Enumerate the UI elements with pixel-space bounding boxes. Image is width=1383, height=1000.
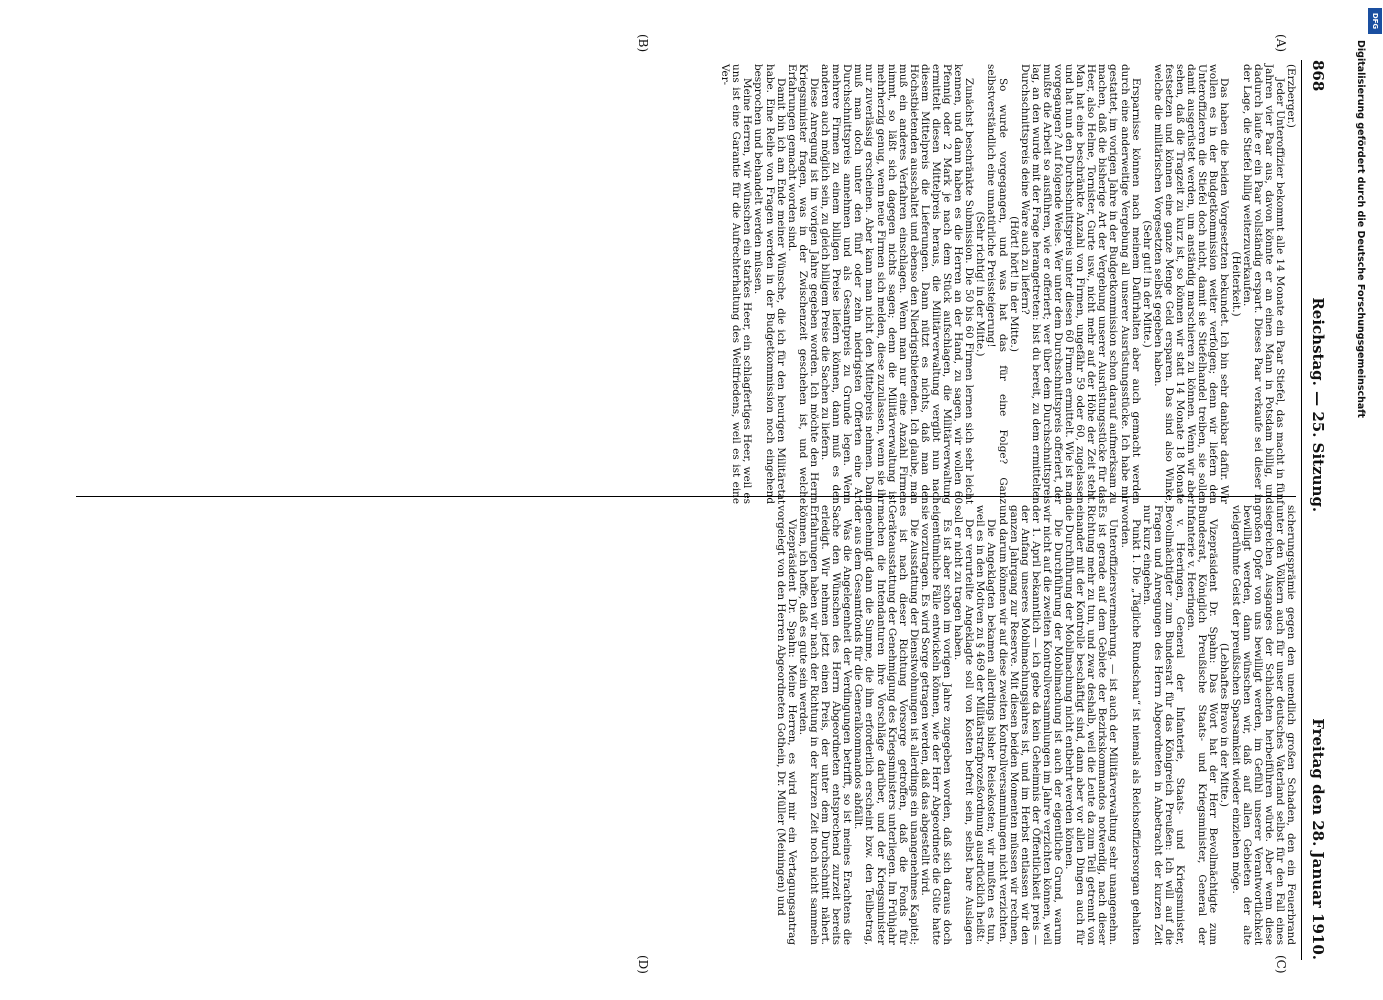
margin-mark-b: (B) — [636, 34, 650, 53]
page-title: Reichstag. — 25. Sitzung. — [1309, 297, 1327, 513]
right-column — [775, 505, 1296, 945]
interjection: (Sehr gut! in der Mitte.) — [1140, 220, 1153, 348]
interjection: (Sehr richtig! in der Mitte.) — [974, 211, 987, 357]
paragraph: Vizepräsident Dr. Spahn: Meine Herren, es wird mir ein Vertagungsantrag vorgelegt von den Herren Abgeordneten Gothein, Dr. Müller (Meiningen) und — [774, 505, 798, 945]
quotation: Der verurteilte Angeklagte soll von Kosten befreit sein, selbst bare Auslagen soll er nicht zu tragen haben. — [952, 505, 976, 945]
paragraph: Vizepräsident Dr. Spahn: Das Wort hat der Herr Bevollmächtigte zum Bundesrat, Königlich Preußische Staats- und Kriegsminister, General der Infanterie v. Heeringen. — [1185, 505, 1220, 945]
interjection: (Hört! hört! in der Mitte.) — [1007, 216, 1020, 352]
dfg-logo: DFG — [1368, 8, 1382, 34]
paragraph: v. Heeringen, General der Infanterie, Staats- und Kriegsminister, Bevollmächtigter zum Bundesrat für das Königreich Preußen: Ich will auf die Fragen und Anregungen des Herrn Abgeordneten in Anbetracht der kurzen Zeit nur kurz eingehen. — [1140, 505, 1187, 945]
page-number: 868 — [1309, 60, 1327, 92]
page-date: Freitag den 28. Januar 1910. — [1309, 718, 1327, 960]
credit-text: Digitalisierung gefördert durch die Deutsche Forschungsgemeinschaft — [1355, 40, 1366, 418]
interjection: (Lebhaftes Bravo in der Mitte.) — [1218, 643, 1231, 807]
paragraph: Diese Anregung ist im vorigen Jahre gegeben worden. Ich möchte den Herrn Kriegsminister fragen, was in der Zwischenzeit geschehen ist, und welche Erfahrungen gemacht worden sind. — [785, 64, 820, 504]
paragraph: So wurde vorgegangen, und was hat das für eine Folge? Ganz selbstverständlich eine unnatürliche Preissteigerung! — [985, 64, 1009, 504]
paragraph: Punkt 1. Die „Tägliche Rundschau“ ist niemals als Reichsoffiziersorgan gehalten worden. — [1118, 505, 1142, 945]
speaker-note: (Erzberger.) — [1285, 64, 1297, 128]
margin-mark-a: (A) — [1274, 34, 1288, 53]
header-rule — [1301, 60, 1302, 960]
paragraph: Die Angeklagten bekamen allerdings bisher Reisekosten; wir mußten es tun, weil es in den Motiven zu § 469 der Militärstrafprozeßordnung ausdrücklich heißt: — [974, 505, 998, 945]
paragraph: Es ist aber schon im vorigen Jahre zugegeben worden, daß sich daraus doch eigentümliche Fälle entwickeln können, wie der Herr Abgeordnete die Güte hatte sie vorzutragen. Es wird Sorge getragen werden, daß das abgestellt wird. — [918, 505, 954, 945]
column-divider — [76, 496, 1296, 497]
paragraph: Ersparnisse können nach meinem Dafürhalten aber auch gemacht werden durch eine anderweitige Vergebung all unserer Ausrüstungsstücke. Ich habe mir gestattet, im vorigen Jahre in der Budgetkommission schon darauf aufmerksam zu machen, daß die bisherige Art der Vergebung unserer Ausrüstungsstücke für das Heer, also Helme, Tornister, Gurte usw., nicht mehr auf der Höhe der Zeit steht. Man hat eine beschränkte Anzahl von Firmen, ungefähr 59 oder 60, zugelassen und hat nun den Durchschnittspreis unter diesen 60 Firmen ermittelt. Wie ist man vorgegangen? Auf folgende Weise. Wer unter dem Durchschnittspreis offeriert, der mußte die Arbeit so ausführen, wie er offeriert; wer über dem Durchschnittspreis lag, an den wurde mit der Frage herangetreten: bist du bereit, zu dem ermittelten Durchschnittspreis deine Ware auch zu liefern? — [1018, 64, 1142, 504]
paragraph: Meine Herren, wir wünschen ein starkes Heer, ein schlagfertiges Heer, weil es uns ist eine Garantie für die Aufrechterhaltung des Weltfriedens, weil es ist eine Ver- — [719, 64, 754, 504]
paragraph: Zunächst beschränkte Submission. Die 50 bis 60 Firmen lernen sich sehr leicht kennen, und dann haben es die Herren an der Hand, zu sagen, wir wollen 60 Pfennig oder 2 Mark je nach dem Stück aufschlagen, die Militärverwaltung ermittelt diesen Mittelpreis heraus, die Militärverwaltung vergibt nun nach diesem Mittelpreis die Lieferungen. Dann nützt es nichts, daß man den Höchstbietenden ausschaltet und ebenso den Niedrigstbietenden. Ich glaube, man muß ein anderes Verfahren einschlagen. Wenn man nur eine Anzahl Firmen nimmt, so läßt sich dagegen nichts sagen; denn die Militärverwaltung ist mehrherzig genug, wenn neue Firmen sich melden, diese zuzulassen, wenn sie ihr nur zuverlässig erscheinen. Aber kann man nicht den Mittelpreis nehmen. Dann muß man doch unter den fünf oder zehn niedrigsten Offerten eine Art Durchschnittspreis annehmen und als Gesamtpreis zu Grunde legen. Wenn mehrere Firmen zu einem billigen Preise liefern können, dann muß es den anderen auch möglich sein, zu gleich billigem Preise die Sachen zu liefern. — [819, 64, 976, 504]
paragraph: sicherungsprämie gegen den unendlich großen Schaden, den ein Feuerbrand unter den Völkern auch für unser deutsches Vaterland selbst für den Fall eines siegreichen Ausganges der Schlachten herbeiführen würde. Aber wenn diese großen Opfer von uns bewilligt werden, im Gefühl unserer Verantwortlichkeit bewilligt werden, dann wünschen wir, daß auf allen Gebieten der alte vielgerühmte Geist der preußischen Sparsamkeit wieder einziehen möge. — [1229, 505, 1297, 945]
paragraph: Die Ausstattung der Dienstwohnungen ist allerdings ein unangenehmes Kapitel; es ist nach dieser Richtung Vorsorge getroffen, daß die Fonds für Geräteausstattung der Genehmigung des Kriegsministers unterliegen. Im Frühjahr machen die Intendanturen ihre Vorschläge darüber, und der Kriegsminister genehmigt dann die Summe, die ihm erforderlich erscheint bzw. den Teilbetrag, der aus dem Gesamtfonds für die Generalkommandos abfällt. — [852, 505, 920, 945]
paragraph: Die Durchführung der Mobilmachung ist auch der eigentliche Grund, warum wir nicht auf die zweiten Kontrollversammlungen im Jahre verzichten können, weil der 1. April bekanntlich — ich gebe da kein Geheimnis der Öffentlichkeit preis — der Anfang unseres Mobilmachungsjahres ist, und im Herbst entlassen wir den ganzen Jahrgang zur Reserve. Mit diesen beiden Momenten müssen wir rechnen, und darum können wir auf diese zweiten Kontrollversammlungen nicht verzichten. — [996, 505, 1065, 945]
margin-mark-c: (C) — [1274, 955, 1288, 974]
margin-mark-d: (D) — [636, 955, 650, 974]
left-column — [719, 64, 1296, 504]
interjection: (Heiterkeit.) — [1229, 251, 1242, 317]
paragraph: Damit bin ich am Ende meiner Wünsche, die ich für den heurigen Militäretat habe. Eine Reihe von Fragen werden in der Budgetkommission noch eingehend besprochen und behandelt werden müssen. — [752, 64, 787, 504]
paragraph: Was die Angelegenheit der Verdingungen betrifft, so ist meines Erachtens die Sache den Wünschen des Herrn Abgeordneten entsprechend zurzeit bereits erledigt. Wir nehmen jetzt einen Preis, der unter dem Durchschnitt nähert. Erfahrungen haben wir nach der Richtung in der kurzen Zeit noch nicht sammeln können, ich hoffe, daß es gute sein werden. — [796, 505, 854, 945]
digitization-credit — [1352, 40, 1372, 980]
paragraph: Unteroffiziersvermehrung. — ist auch der Militärverwaltung sehr unangenehm. Es ist gerade auf dem Gebiete der Bezirkskommandos notwendig, nach dieser Richtung mehr zu tun, und zwar deshalb, weil die Leute da zum Teil getrennt von einander mit der Kontrolle beschäftigt sind, dann aber vor allen Dingen auch für die Durchführung der Mobilmachung nicht entbehrt werden können. — [1063, 505, 1120, 945]
running-head — [1304, 60, 1332, 960]
paragraph: Jeder Unteroffizier bekommt alle 14 Monate ein Paar Stiefel, das macht in fünf Jahren vier Paar aus, davon könnte er an einen Mann in Potsdam billig, und dadurch laufe er ein Paar vollständig erspart. Dieses Paar verkaufe sei dieser in der Lage, die Stiefel billig weiterzuverkaufen. — [1240, 64, 1286, 504]
paragraph: Das haben die beiden Vorgesetzten bekundet. Ich bin sehr dankbar dafür. Wir wollen es in der Budgetkommission weiter verfolgen; denn wir liefern den Unteroffizieren die Stiefel doch nicht, damit sie Stiefelhandel treiben, sie sollen damit ausgerüstet werden, um anständig marschieren zu können. Wenn wir aber sehen, daß die Tragzeit zu kurz ist, so können wir statt 14 Monate 18 Monate festsetzen und können eine ganze Menge Geld ersparen. Das sind also Winke, welche die militärischen Vorgesetzten selbst gegeben haben. — [1151, 64, 1231, 504]
